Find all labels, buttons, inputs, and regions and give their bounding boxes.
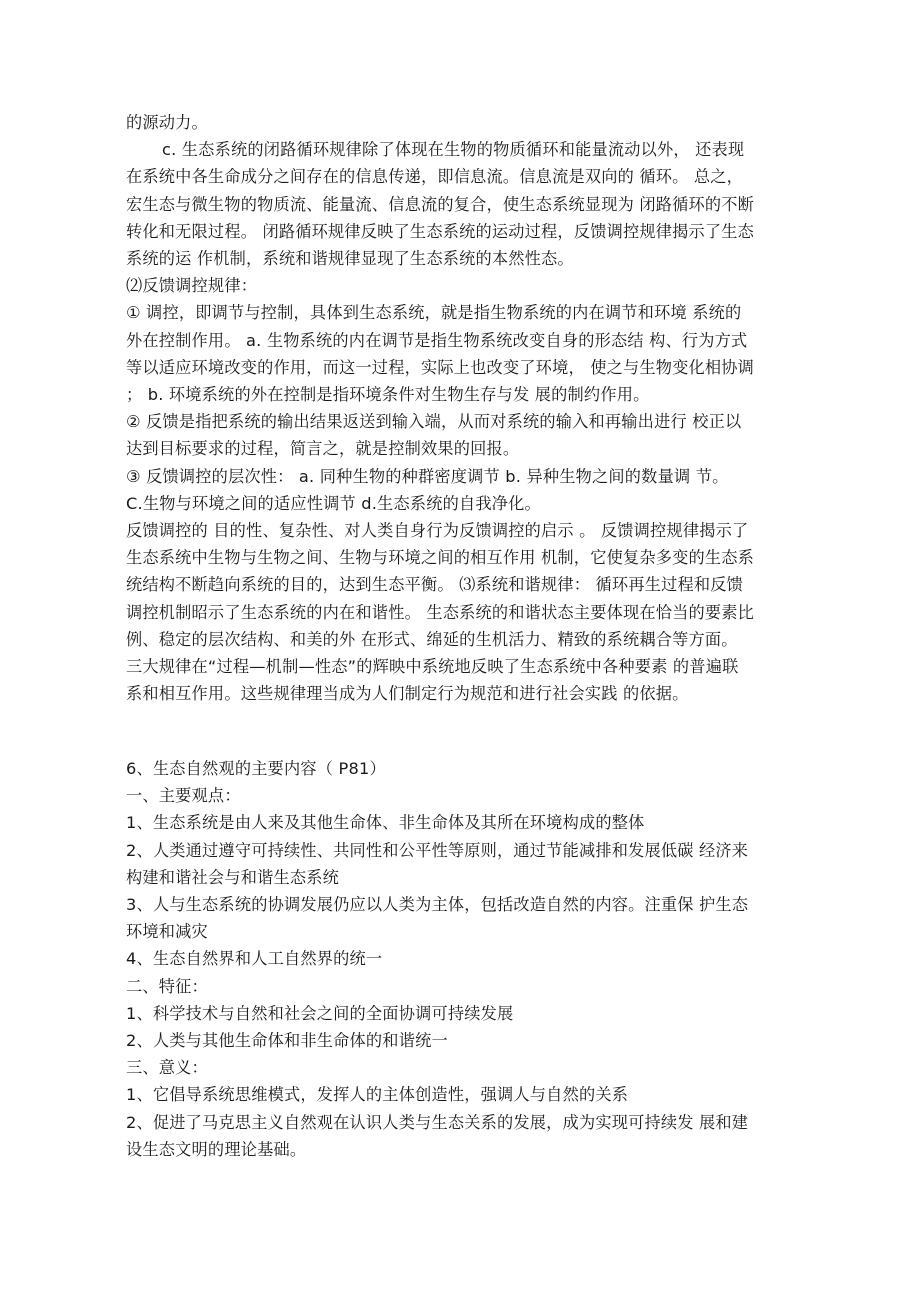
text-line: ； b. 环境系统的外在控制是指环境条件对生物生存与发 展的制约作用。 — [126, 385, 650, 405]
section-heading: ⑵反馈调控规律： — [126, 276, 258, 296]
text-line: 例、稳定的层次结构、和美的外 在形式、绵延的生机活力、精致的系统耦合等方面。 — [126, 629, 738, 649]
text-line: C.生物与环境之间的适应性调节 d.生态系统的自我净化。 — [126, 493, 541, 513]
text-line: 达到目标要求的过程，简言之，就是控制效果的回报。 — [126, 439, 520, 459]
text-line: 系和相互作用。这些规律理当成为人们制定行为规范和进行社会实践 的依据。 — [126, 684, 689, 704]
text-line: 转化和无限过程。 闭路循环规律反映了生态系统的运动过程，反馈调控规律揭示了生态 — [126, 221, 755, 241]
text-line: 三大规律在“过程—机制—性态”的辉映中系统地反映了生态系统中各种要素 的普遍联 — [126, 657, 739, 677]
text-line: 宏生态与微生物的物质流、能量流、信息流的复合，使生态系统显现为 闭路循环的不断 — [126, 194, 755, 214]
list-item: 3、人与生态系统的协调发展仍应以人类为主体，包括改造自然的内容。注重保 护生态 — [126, 895, 749, 915]
text-line: ① 调控，即调节与控制，具体到生态系统，就是指生物系统的内在调节和环境 系统的 — [126, 303, 742, 323]
text-line: 等以适应环境改变的作用，而这一过程，实际上也改变了环境， 使之与生物变化相协调 — [126, 357, 755, 377]
text-line: 系统的运 作机制，系统和谐规律显现了生态系统的本然性态。 — [126, 249, 574, 269]
list-item: 1、生态系统是由人来及其他生命体、非生命体及其所在环境构成的整体 — [126, 813, 645, 833]
list-item: 2、人类与其他生命体和非生命体的和谐统一 — [126, 1031, 448, 1051]
text-line: 调控机制昭示了生态系统的内在和谐性。 生态系统的和谐状态主要体现在恰当的要素比 — [126, 602, 755, 622]
text-line: 反馈调控的 目的性、复杂性、对人类自身行为反馈调控的启示 。 反馈调控规律揭示了 — [126, 521, 749, 541]
text-line: c. 生态系统的闭路循环规律除了体现在生物的物质循环和能量流动以外， 还表现 — [162, 140, 745, 160]
subsection-heading: 二、特征： — [126, 976, 208, 996]
ecological-nature-view-section — [126, 755, 798, 1163]
list-item: 4、生态自然界和人工自然界的统一 — [126, 949, 383, 969]
text-line: 在系统中各生命成分之间存在的信息传递，即信息流。信息流是双向的 循环。 总之， — [126, 167, 744, 187]
section-heading: 6、生态自然观的主要内容（ P81） — [126, 759, 386, 778]
list-item-continuation: 环境和减灾 — [126, 922, 208, 942]
list-item-continuation: 构建和谐社会与和谐生态系统 — [126, 867, 340, 887]
list-item-continuation: 设生态文明的理论基础。 — [126, 1139, 307, 1159]
subsection-heading: 三、意义： — [126, 1058, 208, 1078]
list-item: 2、人类通过遵守可持续性、共同性和公平性等原则，通过节能减排和发展低碳 经济来 — [126, 840, 749, 860]
text-line: 统结构不断趋向系统的目的，达到生态平衡。 ⑶系统和谐规律： 循环再生过程和反馈 — [126, 575, 744, 595]
text-line: 外在控制作用。 a. 生物系统的内在调节是指生物系统改变自身的形态结 构、行为方式 — [126, 330, 748, 350]
text-line: 的源动力。 — [126, 113, 208, 132]
subsection-heading: 一、主要观点： — [126, 786, 241, 806]
list-item: 1、科学技术与自然和社会之间的全面协调可持续发展 — [126, 1003, 514, 1023]
list-item: 1、它倡导系统思维模式，发挥人的主体创造性，强调人与自然的关系 — [126, 1085, 629, 1105]
text-line: ③ 反馈调控的层次性： a. 同种生物的种群密度调节 b. 异种生物之间的数量调 节。 — [126, 466, 729, 486]
list-item: 2、促进了马克思主义自然观在认识人类与生态关系的发展，成为实现可持续发 展和建 — [126, 1112, 749, 1132]
text-line: 生态系统中生物与生物之间、生物与环境之间的相互作用 机制，它使复杂多变的生态系 — [126, 548, 755, 568]
text-line: ② 反馈是指把系统的输出结果返送到输入端，从而对系统的输入和再输出进行 校正以 — [126, 412, 742, 432]
ecosystem-laws-section — [126, 109, 798, 707]
